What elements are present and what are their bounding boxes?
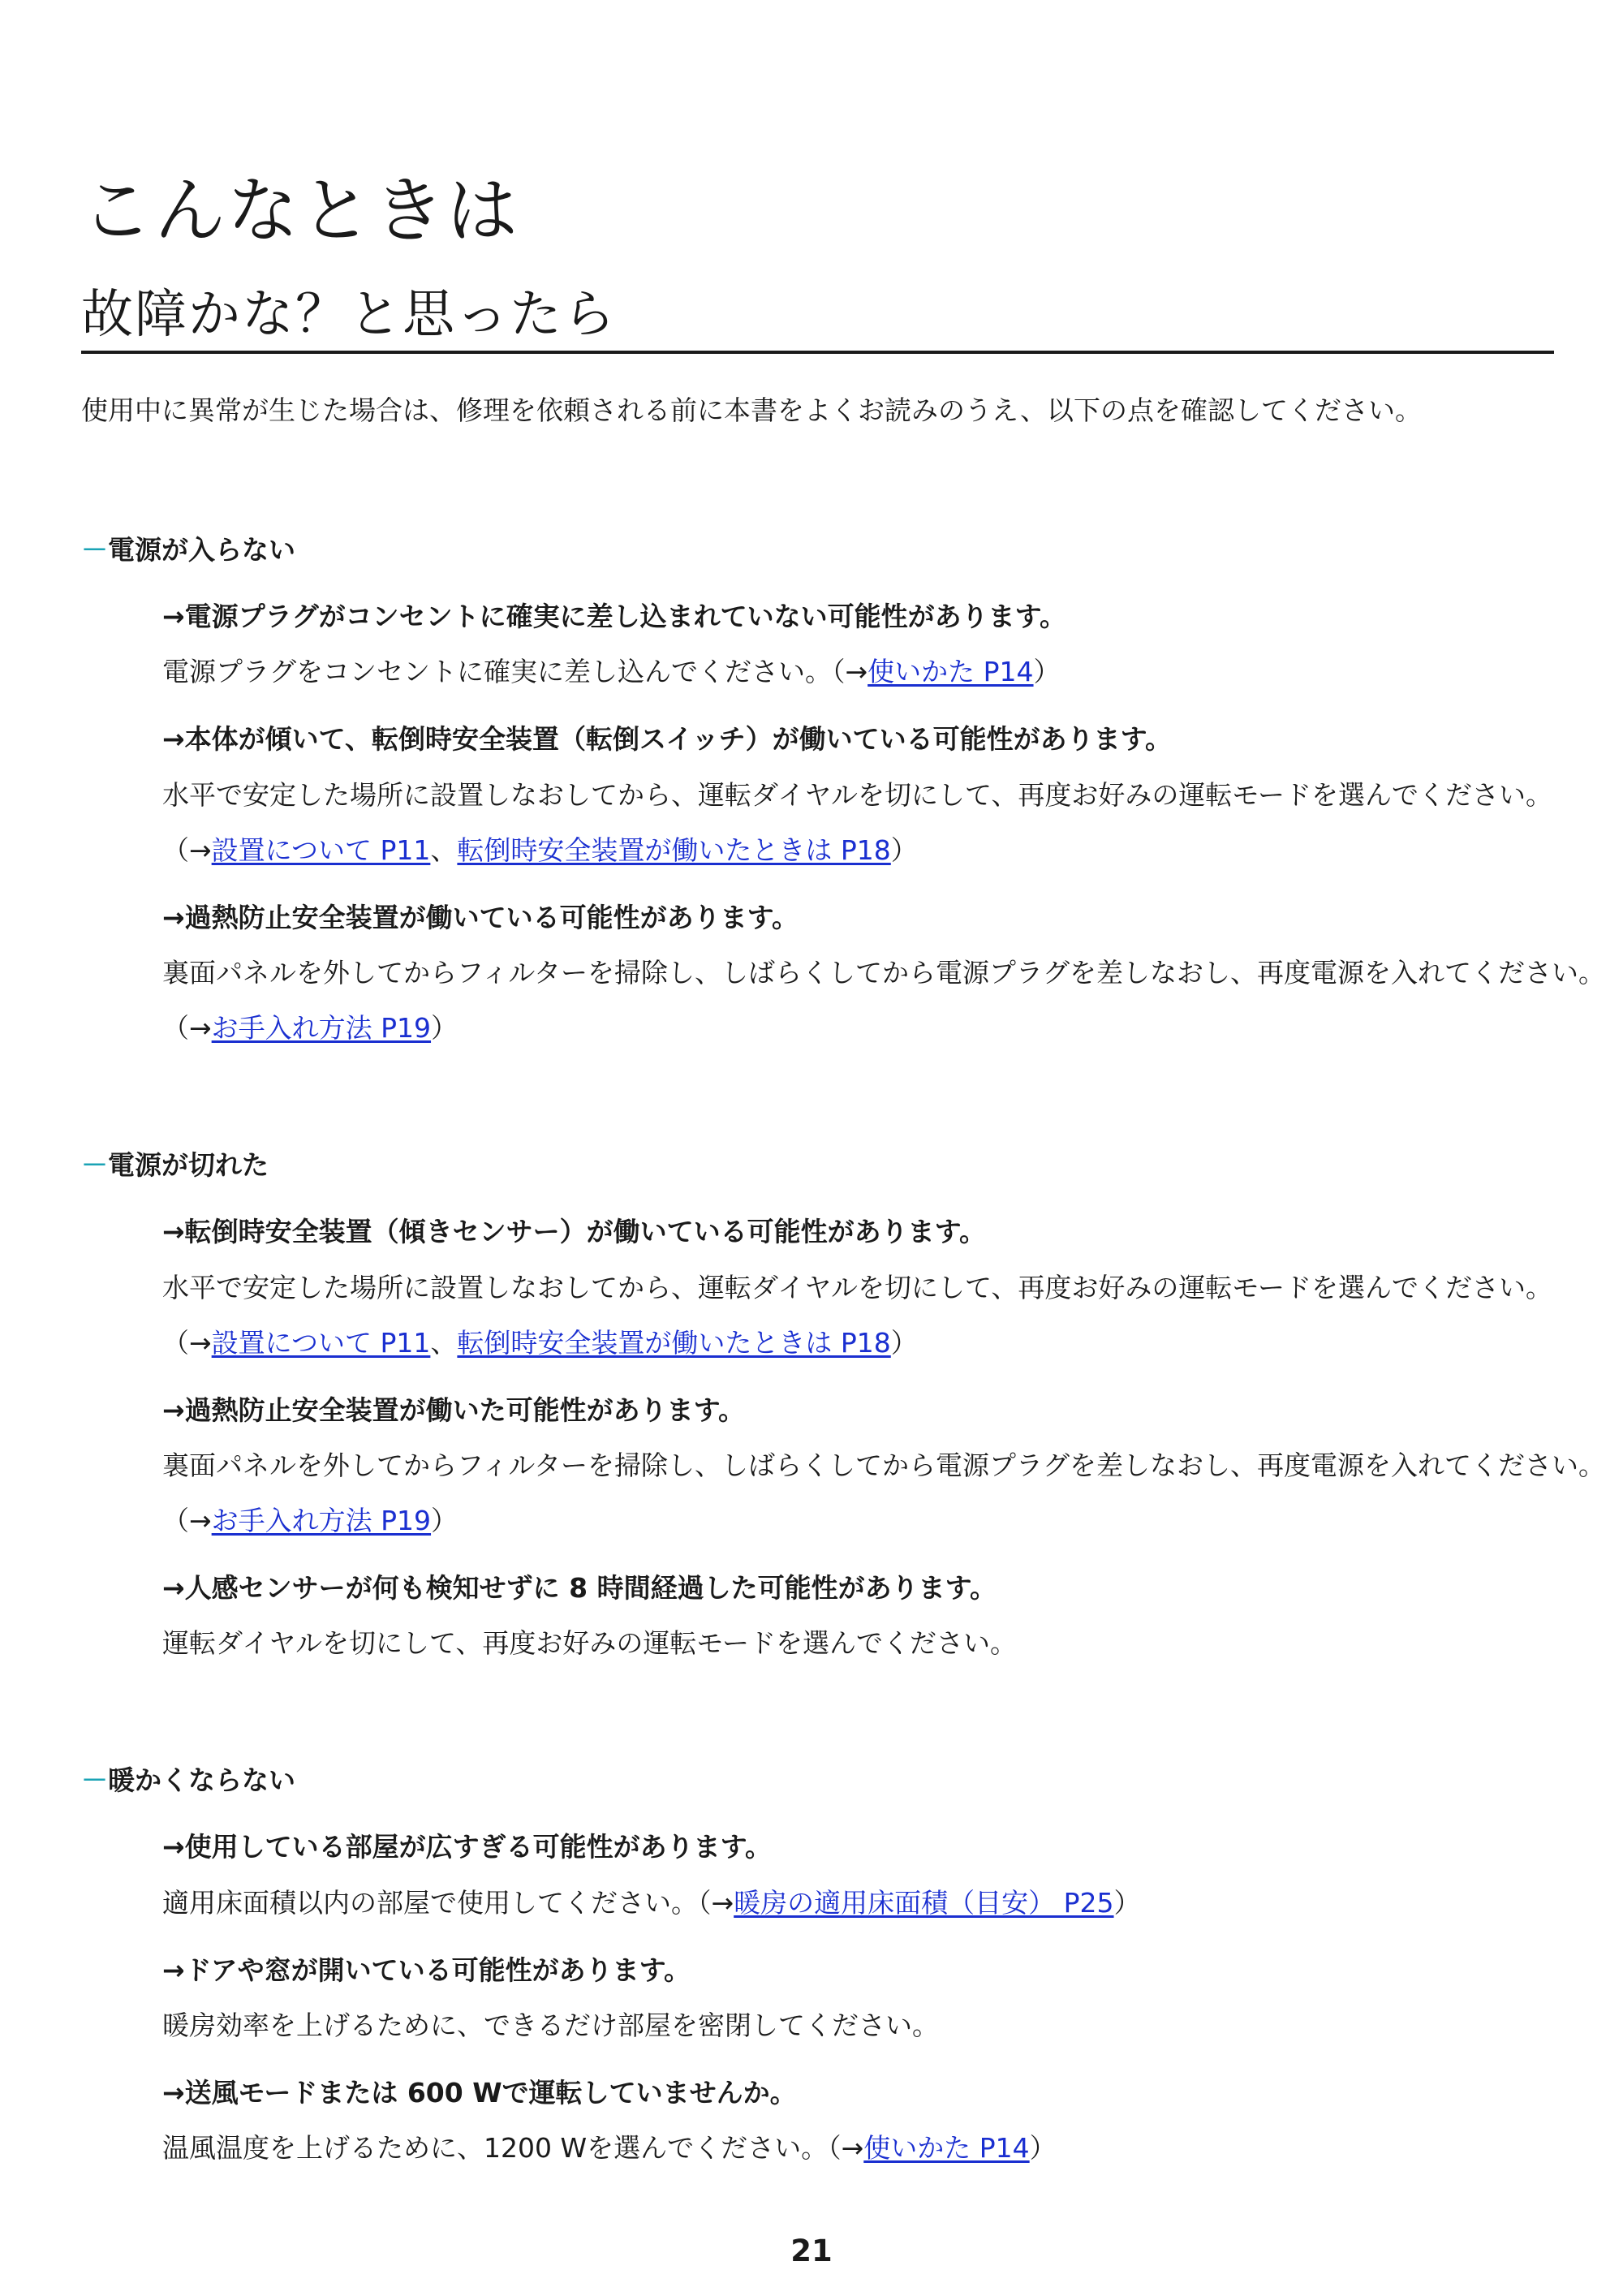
remedy-segment: ） xyxy=(890,1327,918,1359)
remedy-segment: ） xyxy=(431,1012,458,1044)
cause-text: →使用している部屋が広すぎる可能性があります。 xyxy=(162,1831,773,1863)
cause-text: →転倒時安全装置（傾きセンサー）が働いている可能性があります。 xyxy=(162,1216,987,1247)
remedy-text: 裏面パネルを外してからフィルターを掃除し、しばらくしてから電源プラグを差しなおし、再度電源を入れてください。 xyxy=(162,1450,1606,1481)
remedy-segment: 適用床面積以内の部屋で使用してください。（→ xyxy=(162,1887,734,1919)
remedy-separator: 、 xyxy=(430,834,458,866)
link-usage-p14[interactable]: 使いかた P14 xyxy=(863,2132,1030,2164)
link-tipover-device-p18[interactable]: 転倒時安全装置が働いたときは P18 xyxy=(457,1327,891,1359)
remedy-text: 裏面パネルを外してからフィルターを掃除し、しばらくしてから電源プラグを差しなおし、再度電源を入れてください。 xyxy=(162,957,1606,989)
dash-marker: － xyxy=(81,1764,108,1796)
dash-marker: － xyxy=(81,534,108,566)
link-maintenance-p19[interactable]: お手入れ方法 P19 xyxy=(211,1505,432,1536)
remedy-segment: 電源プラグをコンセントに確実に差し込んでください。（→ xyxy=(162,656,868,687)
page-title: こんなときは xyxy=(81,169,520,252)
cause-text: →電源プラグがコンセントに確実に差し込まれていない可能性があります。 xyxy=(162,601,1067,632)
page-number: 21 xyxy=(790,2234,833,2268)
cause-text: →本体が傾いて、転倒時安全装置（転倒スイッチ）が働いている可能性があります。 xyxy=(162,723,1173,755)
remedy-reference xyxy=(162,832,918,869)
remedy-segment: （→ xyxy=(162,834,212,866)
remedy-text xyxy=(162,1885,1141,1922)
remedy-segment: （→ xyxy=(162,1327,212,1359)
link-installation-p11[interactable]: 設置について P11 xyxy=(211,1327,431,1359)
link-maintenance-p19[interactable]: お手入れ方法 P19 xyxy=(211,1012,432,1044)
remedy-segment: ） xyxy=(890,834,918,866)
remedy-segment: 温風温度を上げるために、1200 Wを選んでください。（→ xyxy=(162,2132,864,2164)
remedy-text xyxy=(162,2130,1057,2167)
remedy-segment: （→ xyxy=(162,1012,212,1044)
remedy-segment: （→ xyxy=(162,1505,212,1536)
subtitle-underline xyxy=(81,351,1554,354)
link-installation-p11[interactable]: 設置について P11 xyxy=(211,834,431,866)
remedy-reference xyxy=(162,1010,458,1047)
cause-text: →過熱防止安全装置が働いた可能性があります。 xyxy=(162,1394,746,1426)
remedy-segment: ） xyxy=(431,1505,458,1536)
remedy-text: 水平で安定した場所に設置しなおしてから、運転ダイヤルを切にして、再度お好みの運転モードを選んでください。 xyxy=(162,1272,1553,1303)
link-floor-area-p25[interactable]: 暖房の適用床面積（目安） P25 xyxy=(734,1887,1114,1919)
cause-text: →過熱防止安全装置が働いている可能性があります。 xyxy=(162,902,799,933)
remedy-text xyxy=(162,653,1061,691)
cause-text: →ドアや窓が開いている可能性があります。 xyxy=(162,1954,691,1986)
section-heading-not-warm xyxy=(81,1762,295,1799)
link-tipover-device-p18[interactable]: 転倒時安全装置が働いたときは P18 xyxy=(457,834,891,866)
remedy-text: 暖房効率を上げるために、できるだけ部屋を密閉してください。 xyxy=(162,2010,939,2041)
section-heading-label: 暖かくならない xyxy=(108,1764,295,1796)
intro-text: 使用中に異常が生じた場合は、修理を依頼される前に本書をよくお読みのうえ、以下の点を確認してください。 xyxy=(81,394,1422,426)
link-usage-p14[interactable]: 使いかた P14 xyxy=(867,656,1034,687)
remedy-separator: 、 xyxy=(430,1327,458,1359)
remedy-reference xyxy=(162,1502,458,1540)
remedy-segment: ） xyxy=(1033,656,1061,687)
dash-marker: － xyxy=(81,1149,108,1181)
remedy-text: 運転ダイヤルを切にして、再度お好みの運転モードを選んでください。 xyxy=(162,1627,1018,1659)
section-heading-power-off xyxy=(81,1147,269,1184)
remedy-reference xyxy=(162,1325,918,1362)
cause-text: →送風モードまたは 600 Wで運転していませんか。 xyxy=(162,2077,797,2109)
remedy-segment: ） xyxy=(1113,1887,1141,1919)
page-subtitle: 故障かな？と思ったら xyxy=(81,285,617,345)
remedy-text: 水平で安定した場所に設置しなおしてから、運転ダイヤルを切にして、再度お好みの運転モードを選んでください。 xyxy=(162,779,1553,811)
remedy-segment: ） xyxy=(1029,2132,1057,2164)
cause-text: →人感センサーが何も検知せずに 8 時間経過した可能性があります。 xyxy=(162,1572,997,1604)
section-heading-label: 電源が入らない xyxy=(108,534,295,566)
section-heading-power-on xyxy=(81,532,295,569)
section-heading-label: 電源が切れた xyxy=(108,1149,269,1181)
